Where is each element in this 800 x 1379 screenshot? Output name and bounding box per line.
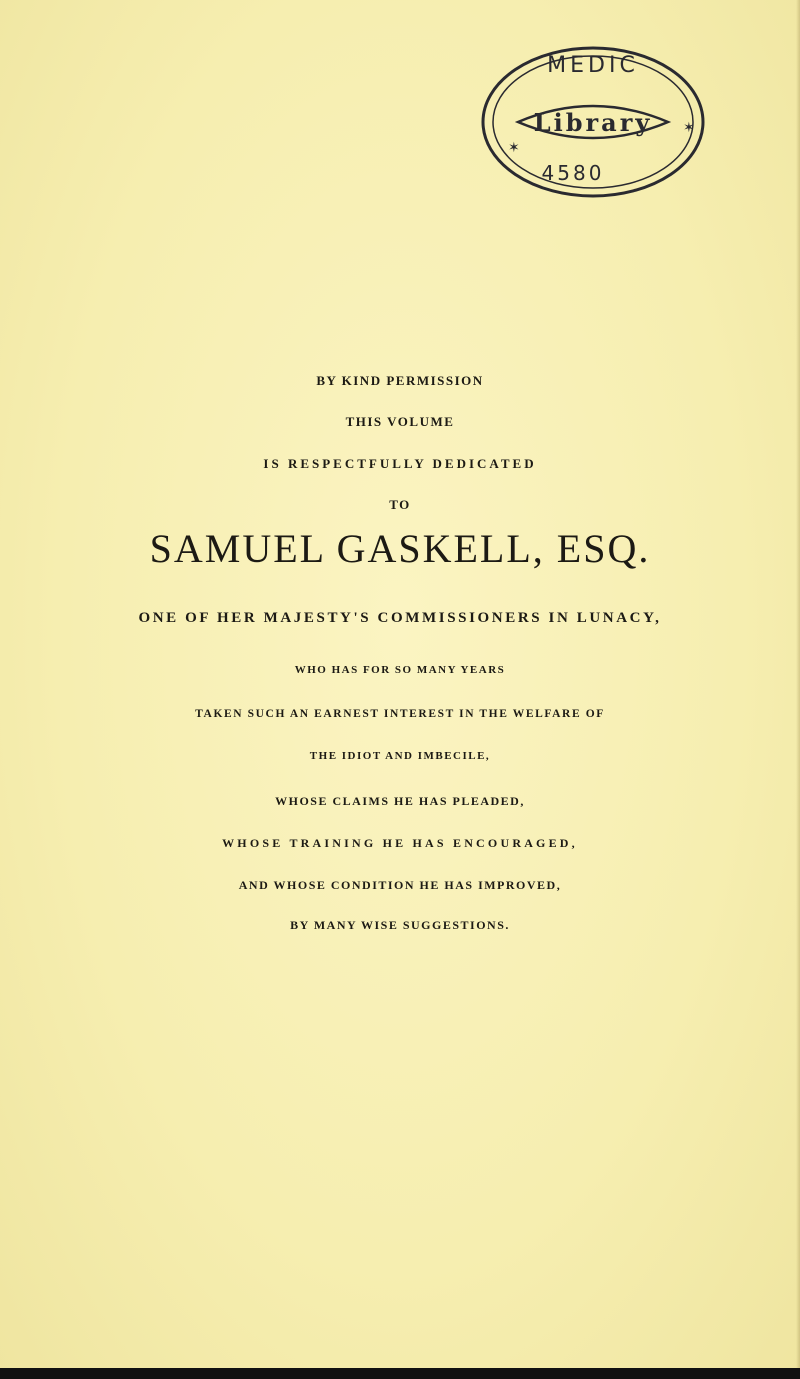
stamp-star-left: ✶ [508,141,520,156]
page-edge-shadow [796,0,800,1379]
dedication-line-training: WHOSE TRAINING HE HAS ENCOURAGED, [222,836,578,850]
stamp-star-right: ✶ [683,121,695,136]
dedication-line-to: TO [389,497,411,512]
dedication-line-commissioner: ONE OF HER MAJESTY'S COMMISSIONERS IN LUNACY, [138,610,662,626]
dedication-line-suggestions: BY MANY WISE SUGGESTIONS. [290,918,510,932]
stamp-center-text: Library [533,108,653,137]
stamp-top-text: MEDIC [547,53,639,78]
library-stamp [478,40,708,205]
dedication-line-interest: TAKEN SUCH AN EARNEST INTEREST IN THE WELFARE OF [195,708,605,720]
page-bottom-border [0,1368,800,1379]
dedication-line-volume: THIS VOLUME [345,414,455,429]
stamp-bottom-text: 4580 [541,161,605,185]
dedication-line-claims: WHOSE CLAIMS HE HAS PLEADED, [275,794,525,808]
dedication-line-years: WHO HAS FOR SO MANY YEARS [294,664,506,676]
dedication-line-dedicated: IS RESPECTFULLY DEDICATED [263,456,537,471]
dedication-line-condition: AND WHOSE CONDITION HE HAS IMPROVED, [238,878,562,892]
dedication-line-permission: BY KIND PERMISSION [316,373,484,388]
dedication-line-idiot: THE IDIOT AND IMBECILE, [309,750,491,762]
dedicatee-name: SAMUEL GASKELL, ESQ. [149,526,651,571]
